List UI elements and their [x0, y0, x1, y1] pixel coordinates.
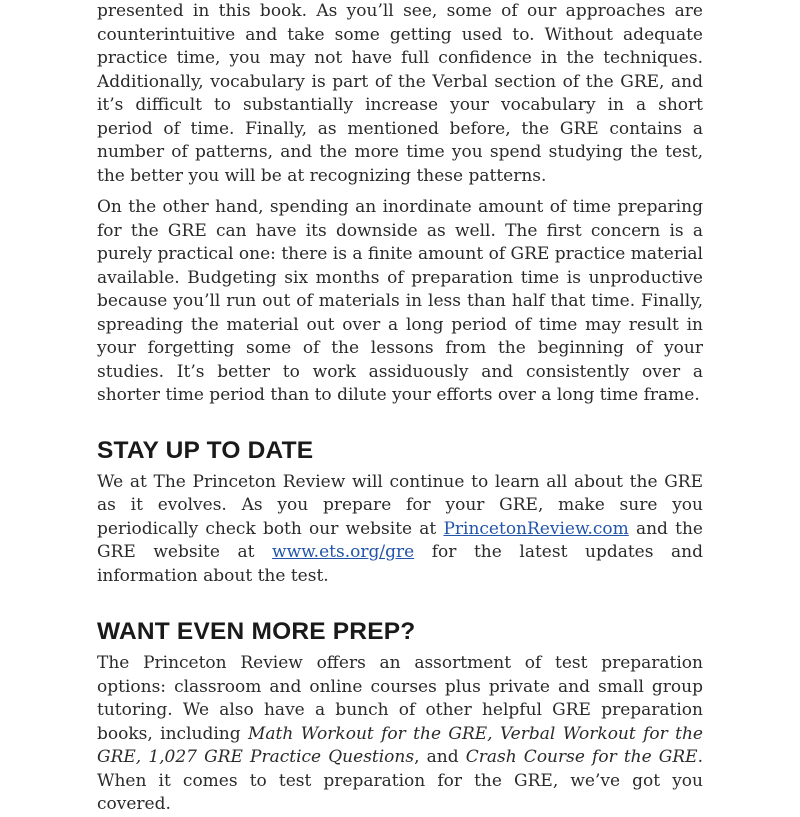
section-heading-want-even-more-prep: WANT EVEN MORE PREP? [97, 618, 416, 645]
body-paragraph: presented in this book. As you’ll see, some of our approaches are counterintuitive and take some getting used to. Without adequate practice time, you may not have full confidence in the techniques. Additionally, vocabulary is part of the Verbal section of the GRE, and it’s difficult to substantially increase your vocabulary in a short period of time. Finally, as mentioned before, the GRE contains a number of patterns, and the more time you spend studying the test, the better you will be at recognizing these patterns. [97, 1, 703, 186]
paragraph-text: , and [414, 747, 466, 767]
stay-up-to-date-paragraph [97, 471, 703, 589]
book-titles: Math Workout for the GRE, Verbal Workout for the GRE, 1,027 GRE Practice Questions [97, 723, 703, 767]
section-heading-stay-up-to-date: STAY UP TO DATE [97, 436, 314, 464]
ets-gre-link[interactable]: www.ets.org/gre [272, 542, 415, 562]
more-prep-paragraph [97, 652, 703, 817]
paragraph-text: We at The Princeton Review will continue to learn all about the GRE as it evolves. As you prepare for your GRE, make sure you periodically check both our website at [97, 471, 703, 539]
book-title: Crash Course for the GRE [465, 747, 698, 767]
body-paragraph: On the other hand, spending an inordinate amount of time preparing for the GRE can have its downside as well. The first concern is a purely practical one: there is a finite amount of GRE practice material available. Budgeting six months of preparation time is unproductive because you’ll run out of materials in less than half that time. Finally, spreading the material out over a long period of time may result in your forgetting some of the lessons from the beginning of your studies. It’s better to work assiduously and consistently over a shorter time period than to dilute your efforts over a long time frame. [97, 197, 703, 405]
paragraph-text: The Princeton Review offers an assortment of test preparation options: classroom and online courses plus private and small group tutoring. We also have a bunch of other helpful GRE preparation books, including [97, 653, 703, 744]
paragraph-text: . When it comes to test preparation for the GRE, we’ve got you covered. [97, 747, 703, 814]
paragraph-text: and the GRE website at [97, 518, 703, 562]
document-page [97, 0, 703, 817]
paragraph-text: for the latest updates and information about the test. [97, 542, 703, 586]
princetonreview-link[interactable]: PrincetonReview.com [443, 518, 629, 539]
